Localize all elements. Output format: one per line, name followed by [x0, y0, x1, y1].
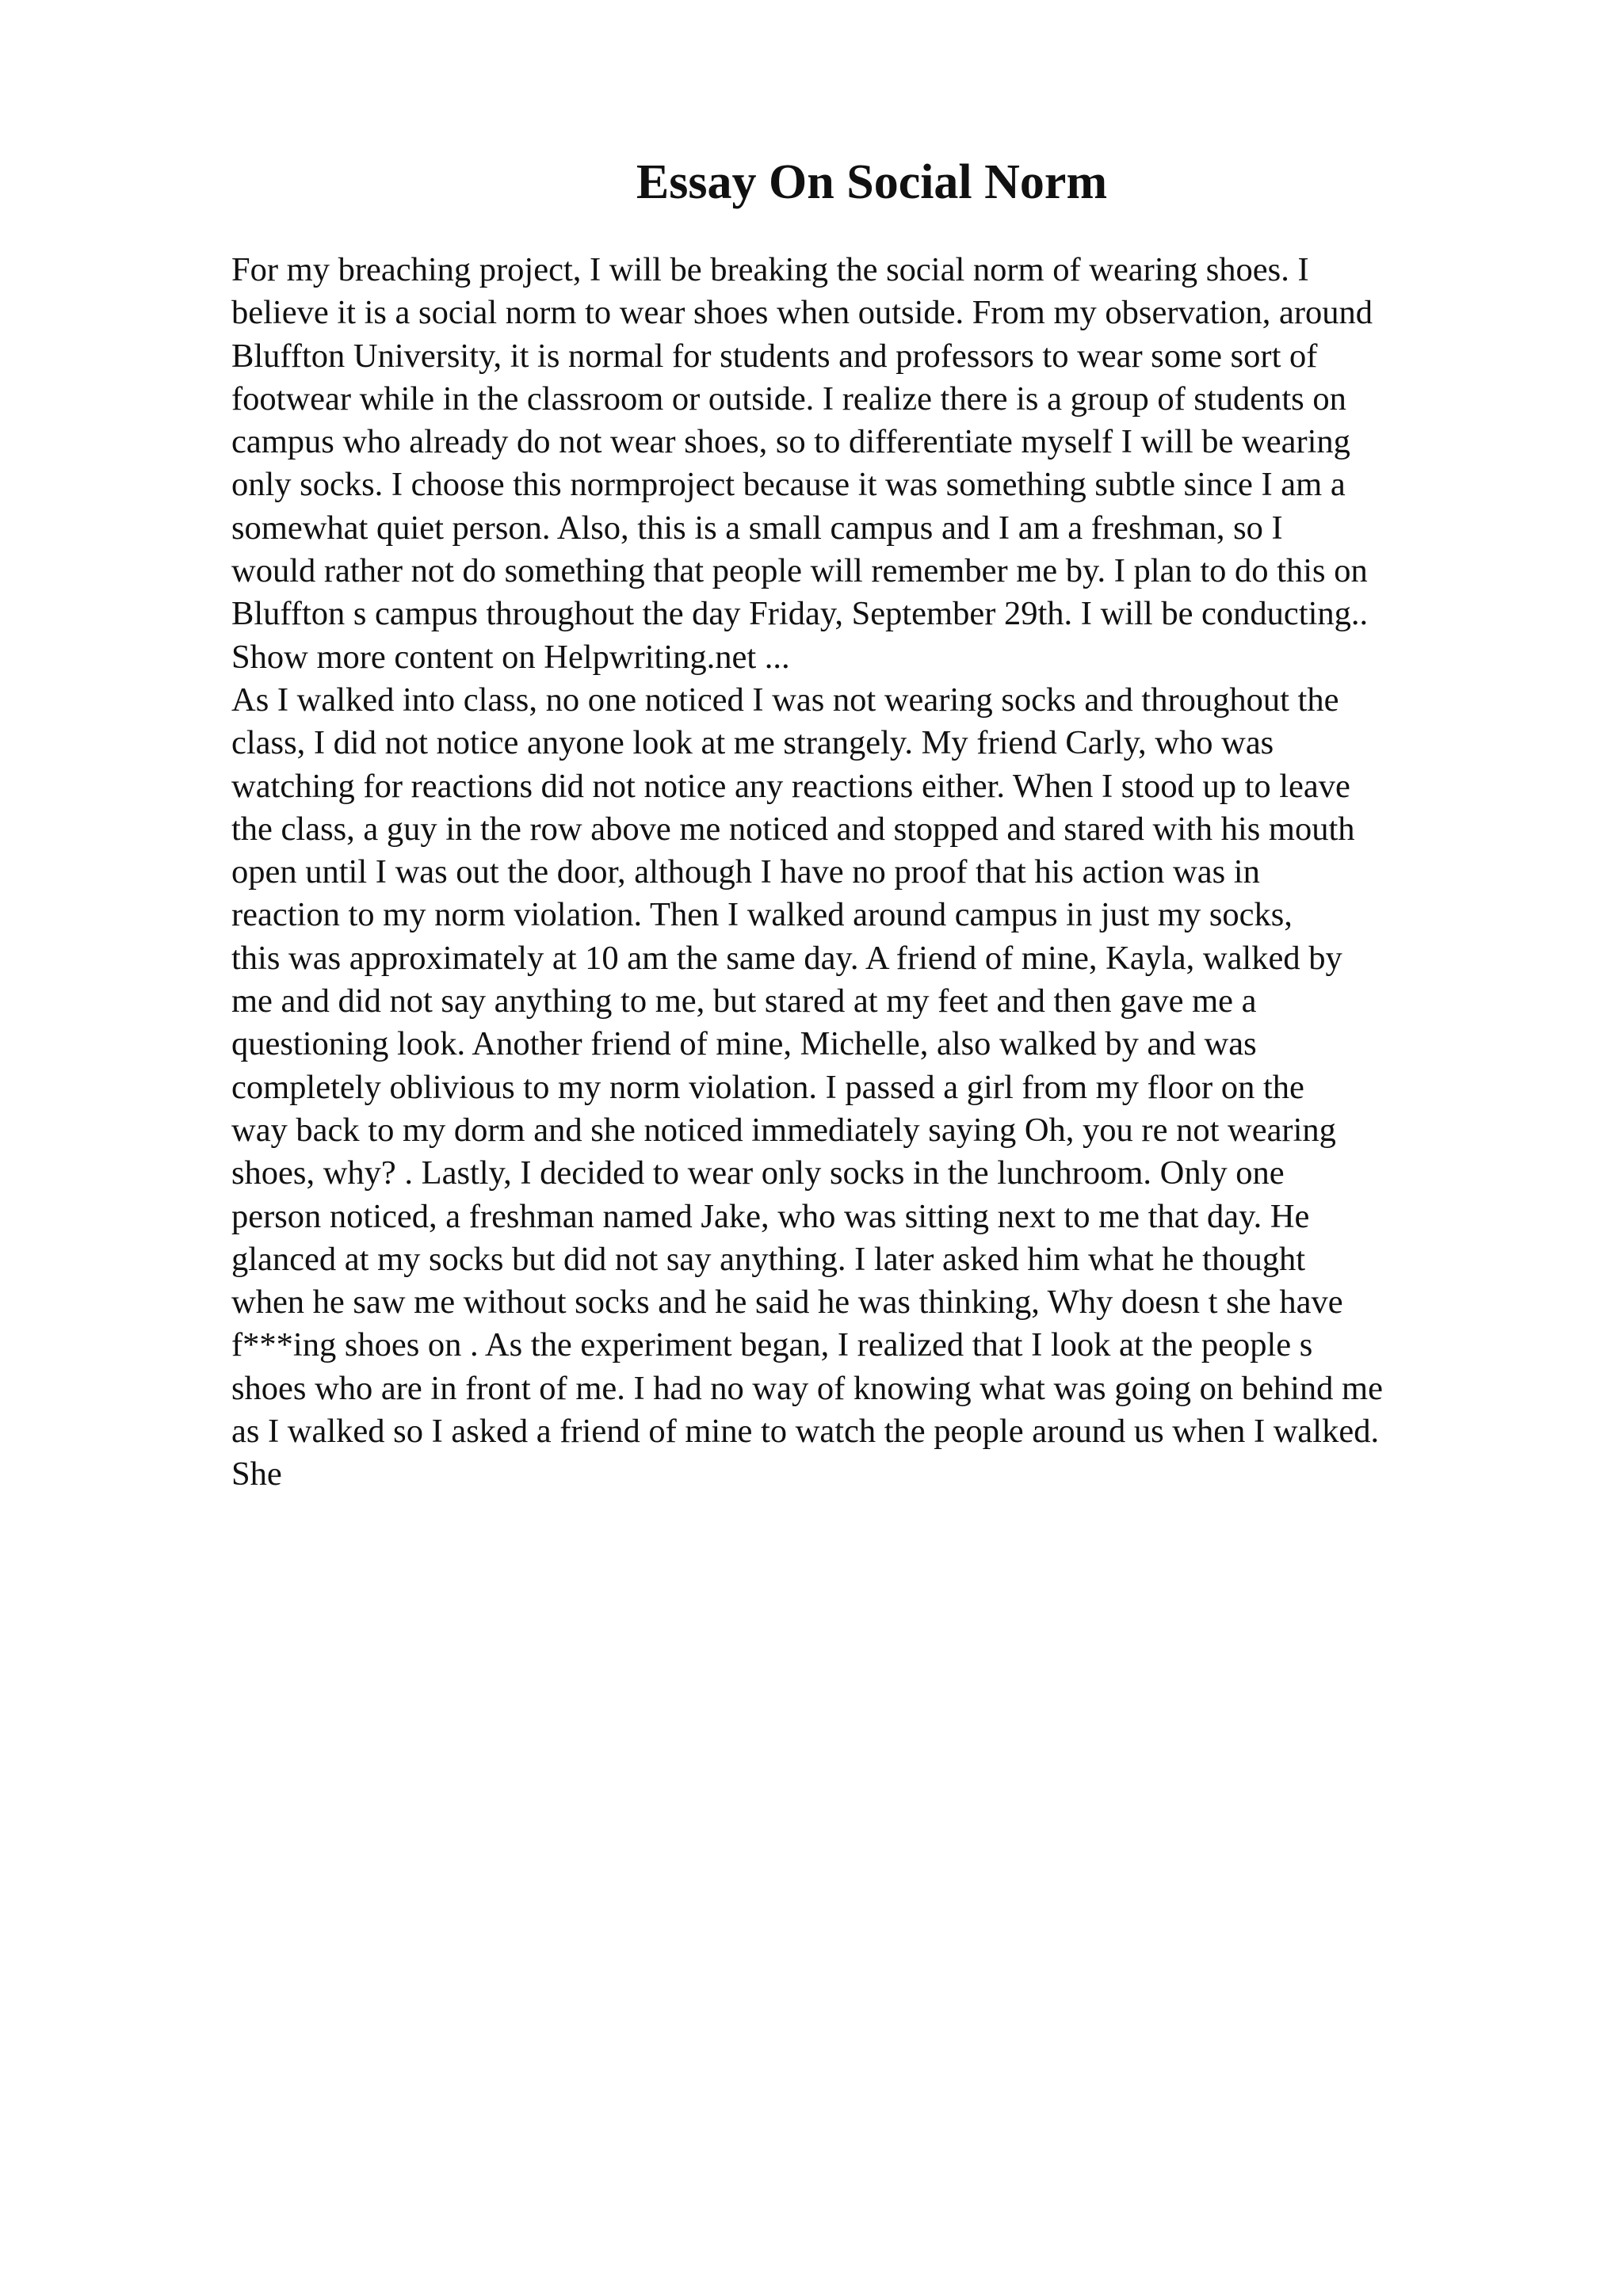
essay-line: watching for reactions did not notice any reactions either. When I stood up to leave: [231, 767, 1350, 805]
essay-line: only socks. I choose this normproject because it was something subtle since I am a: [231, 466, 1346, 504]
essay-line: shoes who are in front of me. I had no way of knowing what was going on behind me: [231, 1369, 1383, 1407]
essay-line: the class, a guy in the row above me noticed and stopped and stared with his mouth: [231, 810, 1355, 848]
essay-line: campus who already do not wear shoes, so to differentiate myself I will be wearing: [231, 423, 1350, 461]
essay-line: glanced at my socks but did not say anything. I later asked him what he thought: [231, 1240, 1305, 1278]
essay-body: [231, 249, 1610, 1497]
essay-line: believe it is a social norm to wear shoes when outside. From my observation, around: [231, 294, 1373, 332]
essay-line: As I walked into class, no one noticed I was not wearing socks and throughout the: [231, 681, 1339, 719]
essay-line: f***ing shoes on . As the experiment began, I realized that I look at the people s: [231, 1326, 1313, 1364]
essay-line: open until I was out the door, although I have no proof that his action was in: [231, 853, 1260, 891]
essay-line: somewhat quiet person. Also, this is a small campus and I am a freshman, so I: [231, 509, 1283, 547]
essay-line: Bluffton University, it is normal for students and professors to wear some sort of: [231, 337, 1318, 375]
essay-line: this was approximately at 10 am the same day. A friend of mine, Kayla, walked by: [231, 939, 1342, 977]
essay-line: way back to my dorm and she noticed immediately saying Oh, you re not wearing: [231, 1111, 1336, 1149]
essay-line: class, I did not notice anyone look at me strangely. My friend Carly, who was: [231, 724, 1274, 762]
essay-line: Bluffton s campus throughout the day Friday, September 29th. I will be conducting..: [231, 595, 1369, 633]
essay-line: would rather not do something that people will remember me by. I plan to do this on: [231, 552, 1368, 590]
essay-line: person noticed, a freshman named Jake, who was sitting next to me that day. He: [231, 1197, 1310, 1235]
essay-line: For my breaching project, I will be breaking the social norm of wearing shoes. I: [231, 251, 1309, 288]
essay-line: footwear while in the classroom or outside. I realize there is a group of students on: [231, 379, 1346, 418]
essay-line: me and did not say anything to me, but stared at my feet and then gave me a: [231, 982, 1257, 1020]
essay-line: as I walked so I asked a friend of mine to watch the people around us when I walked.: [231, 1413, 1380, 1451]
essay-line: completely oblivious to my norm violation. I passed a girl from my floor on the: [231, 1068, 1304, 1106]
essay-line: when he saw me without socks and he said he was thinking, Why doesn t she have: [231, 1283, 1343, 1322]
show-more-link[interactable]: Show more content on Helpwriting.net ...: [231, 638, 790, 676]
document-title: Essay On Social Norm: [636, 155, 1108, 209]
essay-line: shoes, why? . Lastly, I decided to wear only socks in the lunchroom. Only one: [231, 1154, 1285, 1192]
essay-line: reaction to my norm violation. Then I walked around campus in just my socks,: [231, 896, 1293, 934]
essay-line: questioning look. Another friend of mine, Michelle, also walked by and was: [231, 1025, 1257, 1063]
essay-line: She: [231, 1455, 282, 1493]
